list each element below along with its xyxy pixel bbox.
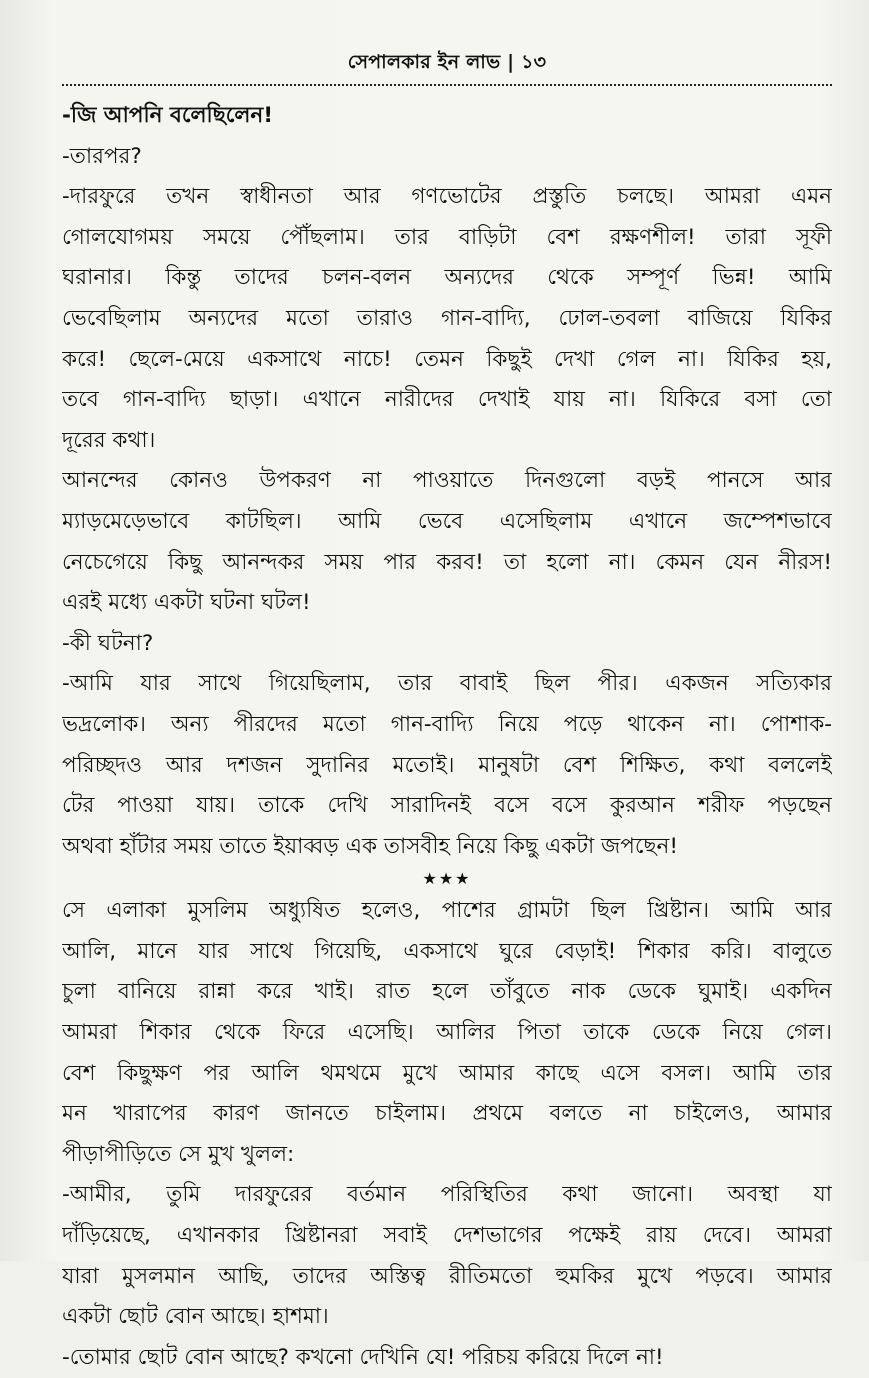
text-line: আমরা শিকার থেকে ফিরে এসেছি। আলির পিতা তাকে ডেকে নিয়ে গেল। bbox=[62, 1020, 832, 1046]
text-line: চুলা বানিয়ে রান্না করে খাই। রাত হলে তাঁবুতে নাক ডেকে ঘুমাই। একদিন bbox=[62, 979, 832, 1005]
text-line: টের পাওয়া যায়। তাকে দেখি সারাদিনই বসে বসে কুরআন শরীফ পড়ছেন bbox=[62, 793, 832, 819]
text-line: বেশ কিছুক্ষণ পর আলি থমথমে মুখে আমার কাছে এসে বসল। আমি তার bbox=[62, 1060, 832, 1086]
text-line: যারা মুসলমান আছি, তাদের অস্তিত্ব রীতিমতো হুমকির মুখে পড়বে। আমার bbox=[62, 1263, 832, 1289]
text-line: ভেবেছিলাম অন্যদের মতো তারাও গান-বাদ্যি, ঢোল-তবলা বাজিয়ে যিকির bbox=[62, 305, 832, 331]
text-line: দাঁড়িয়েছে, এখানকার খ্রিষ্টানরা সবাই দেশভাগের পক্ষেই রায় দেবে। আমরা bbox=[62, 1223, 832, 1249]
section-separator: ★★★ bbox=[422, 869, 472, 889]
text-line: -জি আপনি বলেছিলেন! bbox=[62, 103, 274, 128]
text-line: মন খারাপের কারণ জানতে চাইলাম। প্রথমে বলতে না চাইলেও, আমার bbox=[62, 1101, 832, 1127]
text-line: ভদ্রলোক। অন্য পীরদের মতো গান-বাদ্যি নিয়ে পড়ে থাকেন না। পোশাক- bbox=[62, 711, 832, 737]
text-line: -দারফুরে তখন স্বাধীনতা আর গণভোটের প্রস্তুতি চলছে। আমরা এমন bbox=[62, 184, 832, 210]
text-line: ঘরানার। কিন্তু তাদের চলন-বলন অন্যদের থেকে সম্পূর্ণ ভিন্ন! আমি bbox=[62, 265, 832, 291]
page-body-text bbox=[62, 96, 832, 1378]
text-line: দূরের কথা। bbox=[62, 427, 156, 453]
text-line: একটা ছোট বোন আছে। হাশমা। bbox=[62, 1304, 329, 1330]
text-line: করে! ছেলে-মেয়ে একসাথে নাচে! তেমন কিছুই দেখা গেল না। যিকির হয়, bbox=[62, 346, 832, 372]
text-line: এরই মধ্যে একটা ঘটনা ঘটল! bbox=[62, 590, 311, 616]
running-title: সেপালকার ইন লাভ | ১৩ bbox=[347, 51, 547, 73]
text-line: -আমীর, তুমি দারফুরের বর্তমান পরিস্থিতির কথা জানো। অবস্থা যা bbox=[62, 1182, 832, 1208]
text-line: -তারপর? bbox=[62, 143, 142, 169]
text-line: পরিচ্ছদও আর দশজন সুদানির মতোই। মানুষটা বেশ শিক্ষিত, কথা বললেই bbox=[62, 752, 832, 778]
header-dotted-rule bbox=[62, 84, 832, 86]
text-line: গোলযোগময় সময়ে পৌঁছলাম। তার বাড়িটা বেশ রক্ষণশীল! তারা সূফী bbox=[62, 224, 832, 250]
text-line: পীড়াপীড়িতে সে মুখ খুলল: bbox=[62, 1141, 295, 1167]
running-header bbox=[62, 44, 832, 80]
text-line: -কী ঘটনা? bbox=[62, 630, 154, 656]
text-line: ম্যাড়মেড়েভাবে কাটছিল। আমি ভেবে এসেছিলাম এখানে জম্পেশভাবে bbox=[62, 508, 832, 534]
text-line: আনন্দের কোনও উপকরণ না পাওয়াতে দিনগুলো বড়ই পানসে আর bbox=[62, 468, 832, 494]
text-line: -আমি যার সাথে গিয়েছিলাম, তার বাবাই ছিল পীর। একজন সত্যিকার bbox=[62, 671, 832, 697]
text-line: আলি, মানে যার সাথে গিয়েছি, একসাথে ঘুরে বেড়াই! শিকার করি। বালুতে bbox=[62, 938, 832, 964]
text-line: নেচেগেয়ে কিছু আনন্দকর সময় পার করব! তা হলো না। কেমন যেন নীরস! bbox=[62, 549, 832, 575]
text-line: -তোমার ছোট বোন আছে? কখনো দেখিনি যে! পরিচয় করিয়ে দিলে না! bbox=[62, 1344, 664, 1370]
text-line: সে এলাকা মুসলিম অধ্যুষিত হলেও, পাশের গ্রামটা ছিল খ্রিষ্টান। আমি আর bbox=[62, 898, 832, 924]
text-line: অথবা হাঁটার সময় তাতে ইয়াব্বড় এক তাসবীহ নিয়ে কিছু একটা জপছেন! bbox=[62, 833, 678, 859]
text-line: তবে গান-বাদ্যি ছাড়া। এখানে নারীদের দেখাই যায় না। যিকিরে বসা তো bbox=[62, 387, 832, 413]
